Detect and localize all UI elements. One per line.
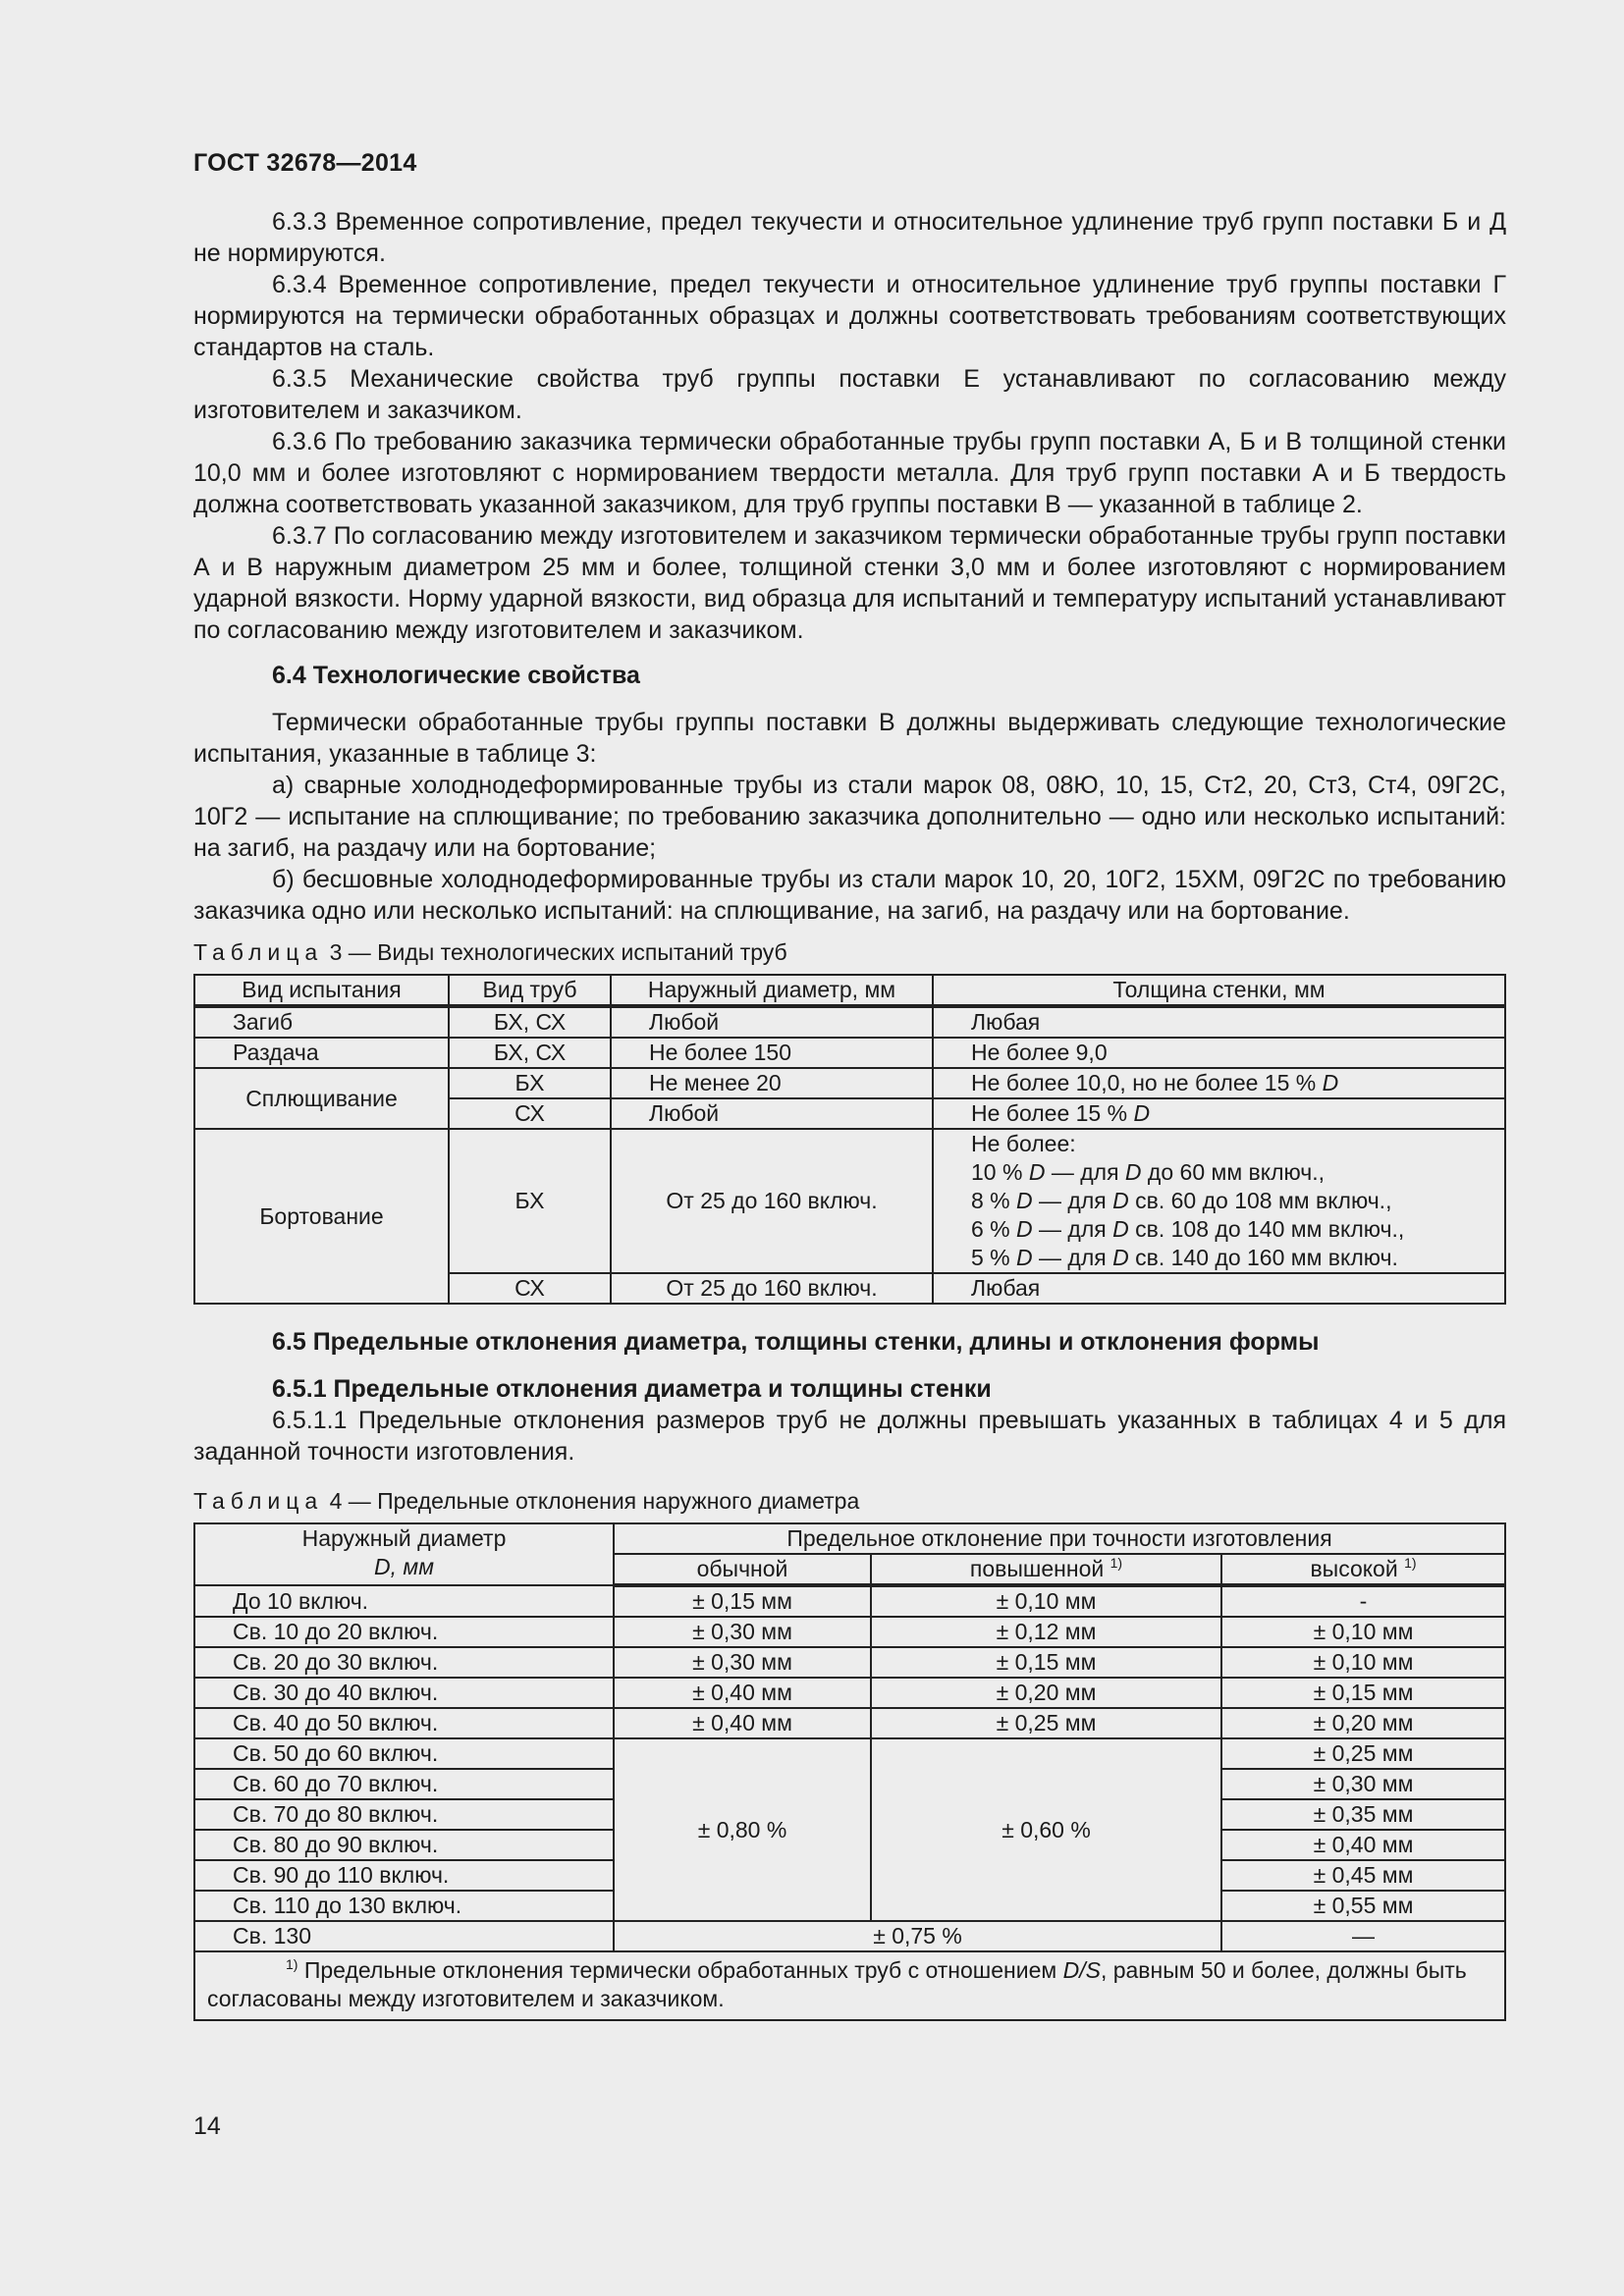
table-cell: Любая	[933, 1273, 1505, 1304]
table-cell: Св. 90 до 110 включ.	[194, 1860, 614, 1891]
paragraph-6-4-a: а) сварные холоднодеформированные трубы из стали марок 08, 08Ю, 10, 15, Ст2, 20, Ст3, Ст4, 09Г2С, 10Г2 — испытание на сплющивание; по требованию заказчика дополнительно — одно или несколько испытаний: на загиб, на раздачу или на бортование;	[193, 772, 1506, 862]
section-heading-6-4: 6.4 Технологические свойства	[272, 662, 640, 689]
table-4-header-high-label: повышенной	[969, 1556, 1105, 1581]
section-heading-6-5-1: 6.5.1 Предельные отклонения диаметра и толщины стенки	[272, 1375, 992, 1403]
table-cell: Св. 60 до 70 включ.	[194, 1769, 614, 1799]
table-row	[194, 1038, 1505, 1068]
table-cell: Любая	[933, 1006, 1505, 1038]
footnote-ds: D/S	[1062, 1957, 1101, 1983]
standard-header: ГОСТ 32678—2014	[193, 149, 417, 177]
table-cell: Св. 110 до 130 включ.	[194, 1891, 614, 1921]
table-3-header-test: Вид испытания	[194, 975, 449, 1006]
wall-limit-line: 5 % D — для D св. 140 до 160 мм включ.	[971, 1245, 1398, 1270]
table-cell: —	[1221, 1921, 1505, 1951]
table-cell: Св. 30 до 40 включ.	[194, 1678, 614, 1708]
table-row	[194, 1617, 1505, 1647]
table-4	[193, 1522, 1506, 2021]
section-heading-6-5: 6.5 Предельные отклонения диаметра, толщины стенки, длины и отклонения формы	[272, 1328, 1320, 1356]
footnote-mark: 1)	[1404, 1555, 1417, 1571]
table-cell: Св. 40 до 50 включ.	[194, 1708, 614, 1738]
table-cell: ± 0,35 мм	[1221, 1799, 1505, 1830]
table-row	[194, 1647, 1505, 1678]
table-4-header-diameter-line1: Наружный диаметр	[301, 1525, 507, 1551]
table-cell: БХ, СХ	[449, 1006, 611, 1038]
table-cell: ± 0,15 мм	[871, 1647, 1221, 1678]
table-cell: ± 0,20 мм	[1221, 1708, 1505, 1738]
table-cell: ± 0,40 мм	[1221, 1830, 1505, 1860]
table-4-header-highest	[1221, 1554, 1505, 1585]
table-cell: Не более 9,0	[933, 1038, 1505, 1068]
table-4-caption	[193, 1485, 1506, 1517]
table-cell: Св. 10 до 20 включ.	[194, 1617, 614, 1647]
page-number: 14	[193, 2112, 221, 2140]
paragraph-6-4-intro: Термически обработанные трубы группы поставки В должны выдерживать следующие технологические испытания, указанные в таблице 3:	[193, 709, 1506, 768]
footnote-text-a: Предельные отклонения термически обработанных труб с отношением	[298, 1957, 1063, 1983]
table-cell: Любой	[611, 1098, 933, 1129]
table-cell: ± 0,10 мм	[871, 1585, 1221, 1617]
table-cell: Любой	[611, 1006, 933, 1038]
table-4-header-highest-label: высокой	[1310, 1556, 1398, 1581]
table-3	[193, 974, 1506, 1305]
paragraph-6-3-4: 6.3.4 Временное сопротивление, предел текучести и относительное удлинение труб группы поставки Г нормируются на термически обработанных образцах и должны соответствовать требованиям соответствующих стандартов на сталь.	[193, 271, 1506, 361]
table-cell: ± 0,12 мм	[871, 1617, 1221, 1647]
wall-limit-line: 10 % D — для D до 60 мм включ.,	[971, 1159, 1325, 1185]
table-4-header-group: Предельное отклонение при точности изготовления	[614, 1523, 1505, 1554]
table-cell: Бортование	[194, 1129, 449, 1304]
table-cell: Св. 80 до 90 включ.	[194, 1830, 614, 1860]
table-cell: От 25 до 160 включ.	[611, 1273, 933, 1304]
table-cell: ± 0,10 мм	[1221, 1647, 1505, 1678]
table-row	[194, 1129, 1505, 1273]
table-cell: ± 0,75 %	[614, 1921, 1221, 1951]
table-cell: ± 0,30 мм	[614, 1617, 871, 1647]
table-3-header-pipe: Вид труб	[449, 975, 611, 1006]
table-4-header-row-1	[194, 1523, 1505, 1554]
table-cell: Св. 130	[194, 1921, 614, 1951]
wall-limit-line: 6 % D — для D св. 108 до 140 мм включ.,	[971, 1216, 1405, 1242]
table-3-header-wall: Толщина стенки, мм	[933, 975, 1505, 1006]
table-row	[194, 1006, 1505, 1038]
table-row	[194, 1678, 1505, 1708]
table-cell: ± 0,25 мм	[871, 1708, 1221, 1738]
paragraph-6-3-5: 6.3.5 Механические свойства труб группы поставки Е устанавливают по согласованию между изготовителем и заказчиком.	[193, 365, 1506, 424]
table-cell: ± 0,15 мм	[1221, 1678, 1505, 1708]
paragraph-6-3-6: 6.3.6 По требованию заказчика термически обработанные трубы групп поставки А, Б и В толщиной стенки 10,0 мм и более изготовляют с нормированием твердости металла. Для труб групп поставки А и Б твердость должна соответствовать указанной заказчиком, для труб группы поставки В — указанной в таблице 2.	[193, 428, 1506, 518]
table-cell: Сплющивание	[194, 1068, 449, 1129]
table-cell: Не менее 20	[611, 1068, 933, 1098]
table-4-footnote	[194, 1951, 1505, 2020]
table-4-header-normal: обычной	[614, 1554, 871, 1585]
table-cell: Св. 20 до 30 включ.	[194, 1647, 614, 1678]
paragraph-group-6-4	[193, 707, 1506, 927]
table-cell: ± 0,40 мм	[614, 1708, 871, 1738]
table-cell: Раздача	[194, 1038, 449, 1068]
table-cell: ± 0,40 мм	[614, 1678, 871, 1708]
table-cell: ± 0,15 мм	[614, 1585, 871, 1617]
wall-limit-line: 8 % D — для D св. 60 до 108 мм включ.,	[971, 1188, 1392, 1213]
table-cell: Не более 10,0, но не более 15 % D	[933, 1068, 1505, 1098]
table-cell: ± 0,20 мм	[871, 1678, 1221, 1708]
table-row	[194, 1585, 1505, 1617]
paragraph-6-3-3: 6.3.3 Временное сопротивление, предел текучести и относительное удлинение труб групп поставки Б и Д не нормируются.	[193, 208, 1506, 267]
footnote-mark: 1)	[1110, 1555, 1123, 1571]
table-row	[194, 1068, 1505, 1098]
table-row	[194, 1738, 1505, 1769]
table-row	[194, 1921, 1505, 1951]
table-3-header-row	[194, 975, 1505, 1006]
table-4-caption-text: 4 — Предельные отклонения наружного диаметра	[323, 1488, 860, 1514]
table-4-header-diameter-line2: D, мм	[374, 1554, 434, 1579]
paragraph-6-4-b: б) бесшовные холоднодеформированные трубы из стали марок 10, 20, 10Г2, 15ХМ, 09Г2С по требованию заказчика одно или несколько испытаний: на сплющивание, на загиб, на раздачу или на бортование.	[193, 866, 1506, 925]
table-3-caption-word: Таблица	[193, 939, 324, 965]
table-cell: Загиб	[194, 1006, 449, 1038]
table-cell: Не более 150	[611, 1038, 933, 1068]
table-cell: СХ	[449, 1098, 611, 1129]
table-cell: ± 0,25 мм	[1221, 1738, 1505, 1769]
paragraph-6-5-1-1: 6.5.1.1 Предельные отклонения размеров труб не должны превышать указанных в таблицах 4 и 5 для заданной точности изготовления.	[193, 1407, 1506, 1466]
table-3-caption-text: 3 — Виды технологических испытаний труб	[323, 939, 787, 965]
table-cell-wall-limits	[933, 1129, 1505, 1273]
table-cell: Св. 50 до 60 включ.	[194, 1738, 614, 1769]
table-cell: БХ	[449, 1129, 611, 1273]
table-cell: От 25 до 160 включ.	[611, 1129, 933, 1273]
table-cell: СХ	[449, 1273, 611, 1304]
wall-limit-line: Не более:	[971, 1131, 1076, 1156]
paragraph-group-6-3	[193, 206, 1506, 646]
table-3-caption	[193, 936, 1506, 968]
table-cell: БХ, СХ	[449, 1038, 611, 1068]
table-footnote-row	[194, 1951, 1505, 2020]
table-row	[194, 1708, 1505, 1738]
table-4-header-high	[871, 1554, 1221, 1585]
footnote-mark: 1)	[286, 1956, 298, 1972]
table-cell: -	[1221, 1585, 1505, 1617]
table-cell: До 10 включ.	[194, 1585, 614, 1617]
table-cell: Не более 15 % D	[933, 1098, 1505, 1129]
table-cell: ± 0,30 мм	[1221, 1769, 1505, 1799]
table-cell: Св. 70 до 80 включ.	[194, 1799, 614, 1830]
table-cell: ± 0,45 мм	[1221, 1860, 1505, 1891]
table-4-caption-word: Таблица	[193, 1488, 324, 1514]
table-cell: БХ	[449, 1068, 611, 1098]
table-4-header-diameter	[194, 1523, 614, 1585]
paragraph-6-3-7: 6.3.7 По согласованию между изготовителем и заказчиком термически обработанные трубы групп поставки А и В наружным диаметром 25 мм и более, толщиной стенки 3,0 мм и более изготовляют с нормированием ударной вязкости. Норму ударной вязкости, вид образца для испытаний и температуру испытаний устанавливают по согласованию между изготовителем и заказчиком.	[193, 522, 1506, 644]
document-page	[193, 147, 1506, 2021]
table-3-header-diameter: Наружный диаметр, мм	[611, 975, 933, 1006]
table-cell-merged-high: ± 0,60 %	[871, 1738, 1221, 1921]
table-cell: ± 0,10 мм	[1221, 1617, 1505, 1647]
table-cell-merged-normal: ± 0,80 %	[614, 1738, 871, 1921]
table-cell: ± 0,55 мм	[1221, 1891, 1505, 1921]
table-cell: ± 0,30 мм	[614, 1647, 871, 1678]
footnote-text-b: , равным 50 и более, должны быть согласованы между изготовителем и заказчиком.	[207, 1957, 1467, 2011]
